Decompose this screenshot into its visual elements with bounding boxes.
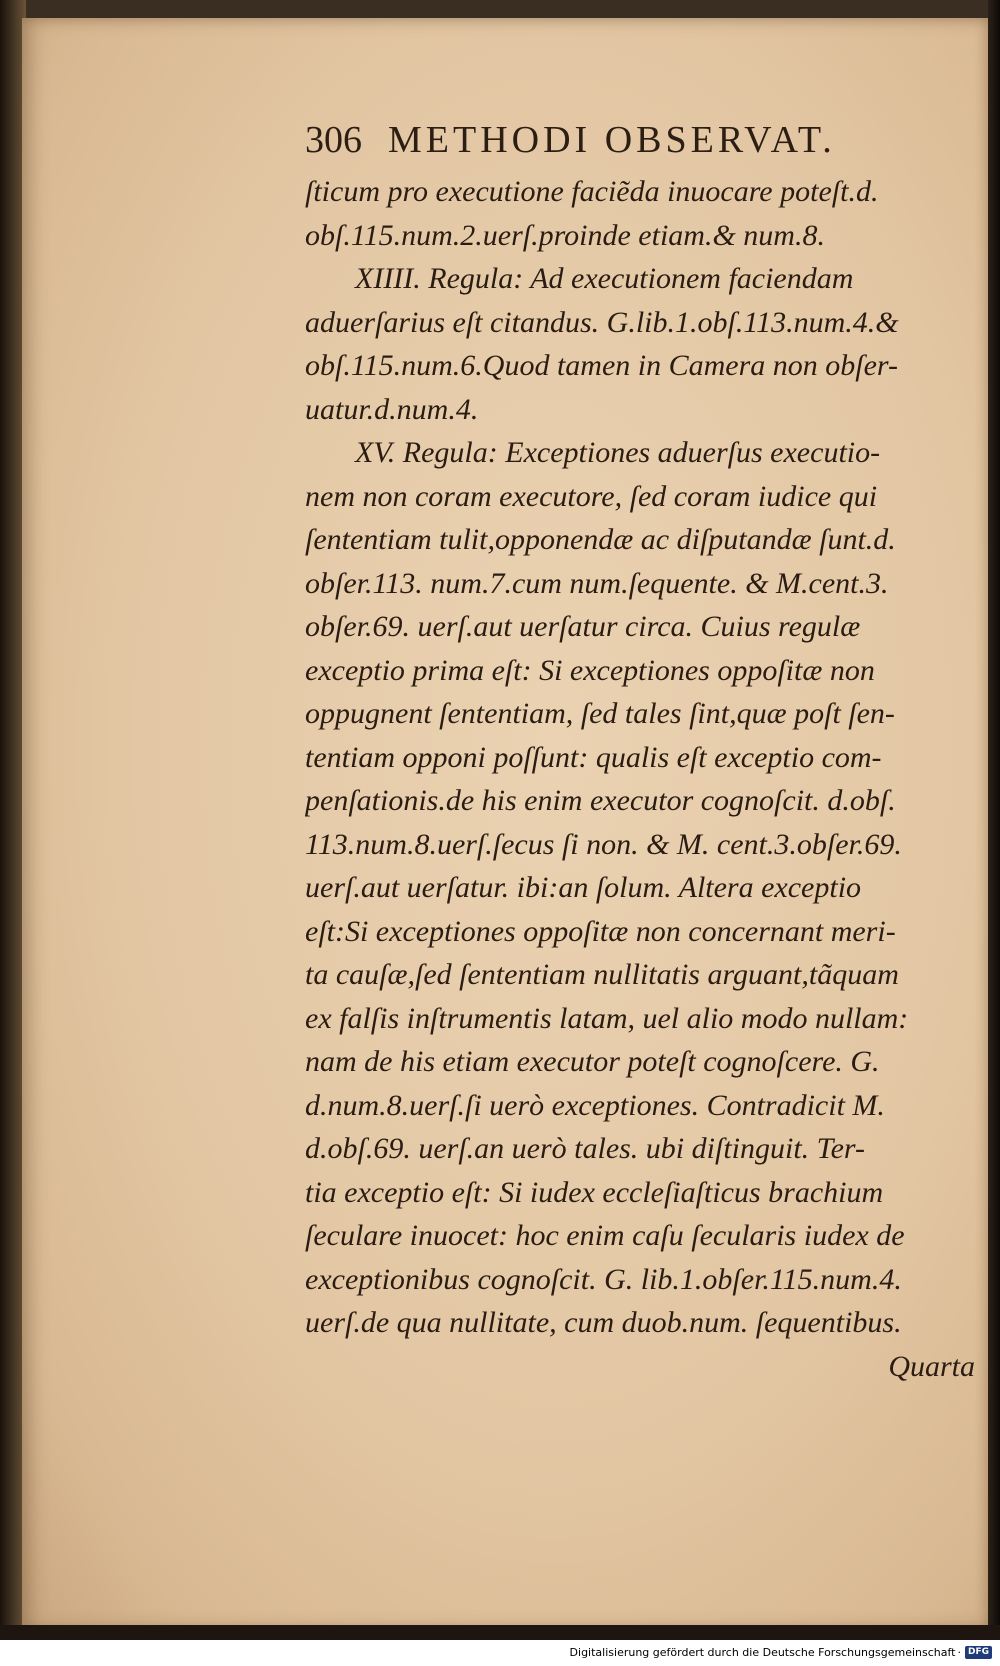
text-line: uerſ.aut uerſatur. ibi:an ſolum. Altera exceptio [305,871,862,904]
catchword: Quarta [888,1349,975,1383]
funding-credit [570,1646,992,1659]
text-line: XIIII. Regula: Ad executionem faciendam [355,262,854,295]
text-line: nem non coram executore, ſed coram iudice qui [305,479,878,513]
text-line: d.obſ.69. uerſ.an uerò tales. ubi diſtinguit. Ter- [305,1132,865,1165]
text-line: obſer.69. uerſ.aut uerſatur circa. Cuius regulæ [305,610,861,643]
text-line: ſententiam tulit,opponendæ ac diſputandæ ſunt.d. [305,523,896,556]
text-line: tia exceptio eſt: Si iudex eccleſiaſticus brachium [305,1175,884,1209]
separator: · [957,1646,961,1659]
page-number: 306 [305,119,362,161]
text-line: ex falſis inſtrumentis latam, uel alio modo nullam: [305,1001,909,1035]
text-line: nam de his etiam executor poteſt cognoſcere. G. [305,1045,880,1078]
text-line: exceptionibus cognoſcit. G. lib.1.obſer.115.num.4. [305,1262,902,1296]
page-bottom-edge [0,1625,1000,1640]
text-line: aduerſarius eſt citandus. G.lib.1.obſ.113.num.4.& [305,305,899,339]
text-line: eſt:Si exceptiones oppoſitæ non concernant meri- [305,914,896,948]
page-header [305,118,975,166]
text-line: obſ.115.num.6.Quod tamen in Camera non obſer- [305,349,898,382]
text-line: exceptio prima eſt: Si exceptiones oppoſitæ non [305,653,875,687]
funding-text: Digitalisierung gefördert durch die Deutsche Forschungsgemeinschaft [569,1646,956,1659]
text-line: uatur.d.num.4. [305,392,479,426]
text-line: ſticum pro executione faciẽda inuocare poteſt.d. [305,175,879,208]
text-line: d.num.8.uerſ.ſi uerò exceptiones. Contradicit M. [305,1088,885,1122]
text-line: oppugnent ſententiam, ſed tales ſint,quæ poſt ſen- [305,697,895,730]
text-line: ſeculare inuocet: hoc enim caſu ſecularis iudex de [305,1219,905,1252]
text-line: XV. Regula: Exceptiones aduerſus executio- [355,436,881,469]
text-line: 113.num.8.uerſ.ſecus ſi non. & M. cent.3.obſer.69. [305,827,902,861]
text-line: obſ.115.num.2.uerſ.proinde etiam.& num.8. [305,218,825,252]
dfg-logo-icon: DFG [965,1646,992,1659]
text-line: tentiam opponi poſſunt: qualis eſt exceptio com- [305,740,882,774]
text-line: penſationis.de his enim executor cognoſcit. d.obſ. [305,784,896,817]
running-head: METHODI OBSERVAT. [388,119,836,161]
page-edge [988,0,1000,1640]
page-text [305,118,975,1388]
text-line: obſer.113. num.7.cum num.ſequente. & M.cent.3. [305,566,889,600]
text-line: uerſ.de qua nullitate, cum duob.num. ſequentibus. [305,1306,902,1339]
body-text [305,170,975,1388]
text-line: ta cauſæ,ſed ſententiam nullitatis arguant,tãquam [305,958,899,991]
